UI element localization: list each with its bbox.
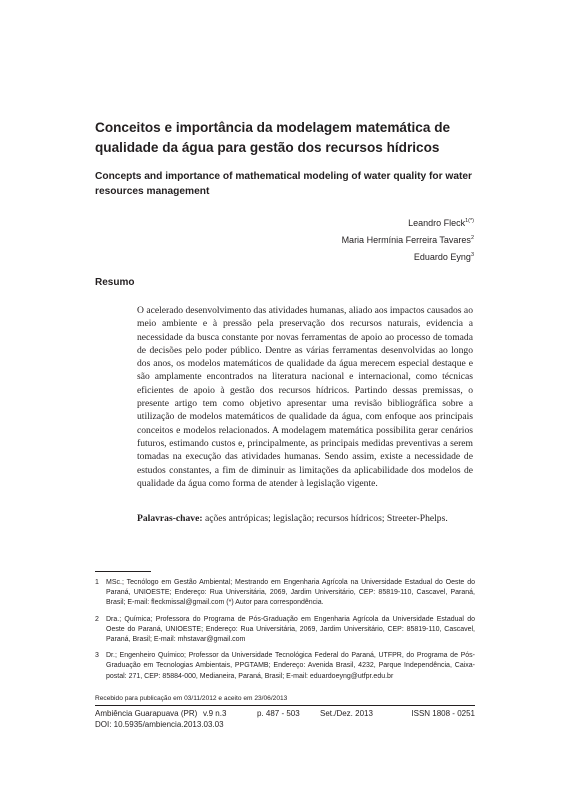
author-name: Eduardo Eyng <box>413 252 471 262</box>
article-title-english: Concepts and importance of mathematical modeling of water quality for water resources management <box>95 171 473 197</box>
keywords <box>137 512 473 525</box>
footnote-number: 1 <box>95 579 99 586</box>
keywords-label: Palavras-chave: <box>137 513 203 524</box>
footnote-1 <box>95 578 475 609</box>
footnote-divider <box>95 571 151 572</box>
footnotes <box>95 578 475 688</box>
received-date-note: Recebido para publicação em 03/11/2012 e aceito em 23/06/2013 <box>95 695 288 702</box>
footnote-3 <box>95 651 475 682</box>
footnote-text: Dra.; Química; Professora do Programa de Pós-Graduação em Engenharia Agrícola da Universidade Estadual do Oeste do Paraná, UNIOESTE; Endereço: Rua Universitária, 2069, Jardim Universitário, CEP: 85819-110, Cascavel, Paraná, Brasil; E-mail: mhstavar@gmail.com <box>106 615 475 644</box>
author-name: Maria Hermínia Ferreira Tavares <box>341 235 471 245</box>
journal-pages: p. 487 - 503 <box>257 709 300 718</box>
abstract-text: O acelerado desenvolvimento das atividades humanas, aliado aos impactos causados ao meio ambiente e à pressão pela preservação dos recursos naturais, evidencia a necessidade da busca constante por novas ferramentas de apoio ao processo de tomada de decisões pelo poder público. Dentre as várias ferramentas desenvolvidas ao longo dos anos, os modelos matemáticos de qualidade da água merecem especial destaque e são amplamente encontrados na literatura nacional e internacional, como técnicas eficientes de apoio à gestão dos recursos hídricos. Partindo dessas premissas, o presente artigo tem como objetivo apresentar uma revisão bibliográfica sobre a utilização de modelos matemáticos de qualidade da água, com enfoque aos principais conceitos e modelos relacionados. A modelagem matemática possibilita gerar cenários futuros, estimando custos e, principalmente, as principais medidas preventivas a serem tomadas na execução das atividades humanas. Sendo assim, existe a necessidade de estudos constantes, a fim de diminuir as limitações da aplicabilidade dos modelos de qualidade da água como forma de atender à legislação vigente. <box>137 305 473 489</box>
footnote-text: MSc.; Tecnólogo em Gestão Ambiental; Mestrando em Engenharia Agrícola na Universidade Estadual do Oeste do Paraná, UNIOESTE; Endereço: Rua Universitária, 2069, Jardim Universitário, CEP: 85819-110, Cascavel, Paraná, Brasil; E-mail: fleckmissal@gmail.com (*) Autor para correspondência. <box>106 579 475 607</box>
author-2 <box>342 232 474 249</box>
footer-divider <box>95 705 475 706</box>
keywords-list: ações antrópicas; legislação; recursos hídricos; Streeter-Phelps. <box>202 513 448 524</box>
journal-issn: ISSN 1808 - 0251 <box>411 709 475 718</box>
author-name: Leandro Fleck <box>408 218 466 228</box>
author-marker: 1(*) <box>465 218 474 224</box>
article-title-portuguese: Conceitos e importância da modelagem matemática de qualidade da água para gestão dos recursos hídricos <box>95 120 451 155</box>
author-marker: 2 <box>470 235 474 241</box>
journal-volume: v.9 n.3 <box>203 709 227 718</box>
abstract-heading: Resumo <box>95 277 135 288</box>
author-list <box>342 215 474 266</box>
author-3 <box>342 249 474 266</box>
journal-doi: DOI: 10.5935/ambiencia.2013.03.03 <box>95 720 224 729</box>
footnote-2 <box>95 615 475 646</box>
author-marker: 3 <box>470 252 474 258</box>
journal-date: Set./Dez. 2013 <box>320 709 373 718</box>
footnote-number: 2 <box>95 615 99 623</box>
footnote-text: Dr.; Engenheiro Químico; Professor da Universidade Tecnológica Federal do Paraná, UTFPR, do Programa de Pós-Graduação em Tecnologias Ambientais, PPGTAMB; Endereço: Avenida Brasil, 4232, Parque Independência, Caixa-postal: 271, CEP: 85884-000, Medianeira, Paraná, Brasil; E-mail: eduardoeyng@utfpr.edu.br <box>106 652 475 680</box>
footnote-number: 3 <box>95 652 99 660</box>
journal-name: Ambiência Guarapuava (PR) <box>95 709 198 718</box>
author-1 <box>342 215 474 232</box>
